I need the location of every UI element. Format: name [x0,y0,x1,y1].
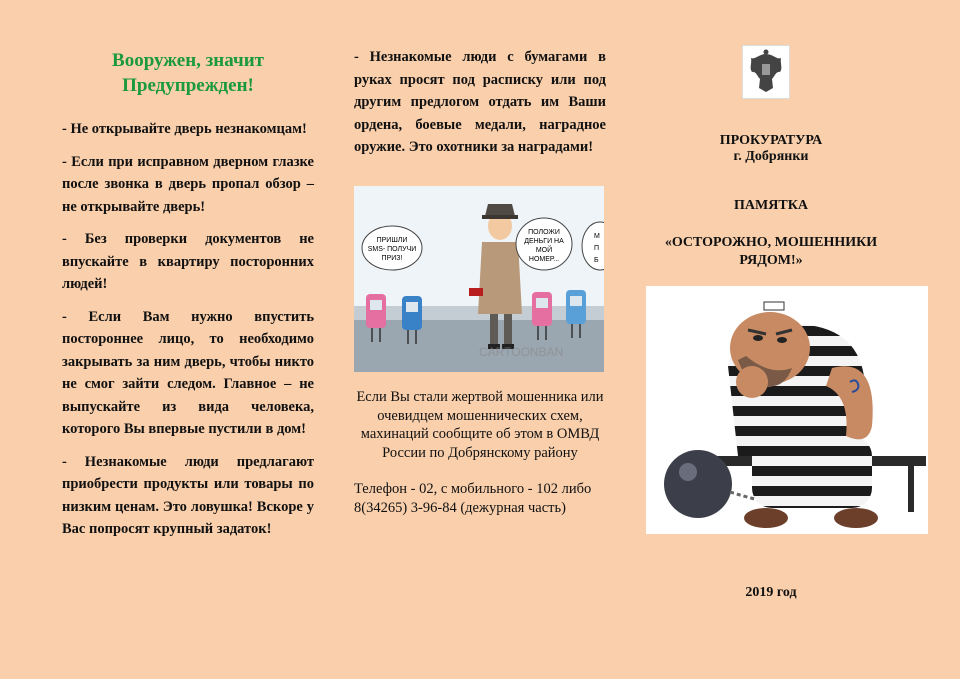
svg-text:ДЕНЬГИ НА: ДЕНЬГИ НА [524,238,564,245]
bubble-text-2: ПОЛОЖИ [528,229,560,236]
svg-text:Б: Б [594,257,599,264]
scammer-cartoon-image [354,186,604,372]
org-city: г. Добрянки [733,149,809,164]
svg-text:SMS- ПОЛУЧИ: SMS- ПОЛУЧИ [367,246,417,253]
coat-of-arms-logo [742,45,790,99]
rule-item: - Без проверки документов не впускайте в квартиру посторонних людей! [62,231,314,292]
awards-warning: - Незнакомые люди с бумагами в руках просят под расписку или под другим предлогом отдать им Ваши ордена, боевые медали, наградное оружие. Это охотники за наградами! [354,49,606,155]
svg-text:МОЙ: МОЙ [535,247,553,254]
cartoon-illustration [354,186,604,372]
svg-text:НОМЕР...: НОМЕР... [528,256,560,263]
heading-line-1: Вооружен, значит [112,50,264,71]
watermark: CARTOONBAN [479,345,564,359]
memo-label: ПАМЯТКА [734,198,808,213]
memo-title-line-1: «ОСТОРОЖНО, МОШЕННИКИ [664,235,878,250]
convict-cartoon-image [646,286,928,534]
organization-name [642,133,900,165]
rule-item: - Если Вам нужно впустить постороннее лицо, то необходимо закрывать за ним дверь, чтобы никто не смог зайти следом. Главное – не выпускайте из вида человека, которого Вы впервые пустили в дом! [62,308,314,437]
svg-text:П: П [594,245,600,252]
svg-text:М: М [594,233,600,240]
bubble-text-1: ПРИШЛИ [376,237,408,244]
double-headed-eagle-icon [743,46,789,98]
svg-text:ПРИЗ!: ПРИЗ! [381,255,403,262]
prisoner-illustration [646,286,928,534]
section-heading [62,48,314,98]
rule-item: - Незнакомые люди предлагают приобрести продукты или товары по низким ценам. Это ловушка! Вскоре у Вас попросят крупный задаток! [62,453,314,537]
year-label: 2019 год [745,585,797,600]
heading-line-2: Предупрежден! [122,75,254,96]
rule-item: - Если при исправном дверном глазке после звонка в дверь пропал обзор – не открывайте дверь! [62,153,314,215]
safety-rules-list [62,118,314,551]
org-title: ПРОКУРАТУРА [719,133,823,148]
phone-contacts: Телефон - 02, с мобильного - 102 либо 8(34265) 3-96-84 (дежурная часть) [354,481,592,516]
rule-item: - Не открывайте дверь незнакомцам! [62,121,307,137]
memo-title-line-2: РЯДОМ!» [739,253,803,268]
memo-title [642,234,900,270]
victim-report-text: Если Вы стали жертвой мошенника или очевидцем мошеннических схем, махинаций сообщите об этом в ОМВД России по Добрянскому району [356,389,604,461]
